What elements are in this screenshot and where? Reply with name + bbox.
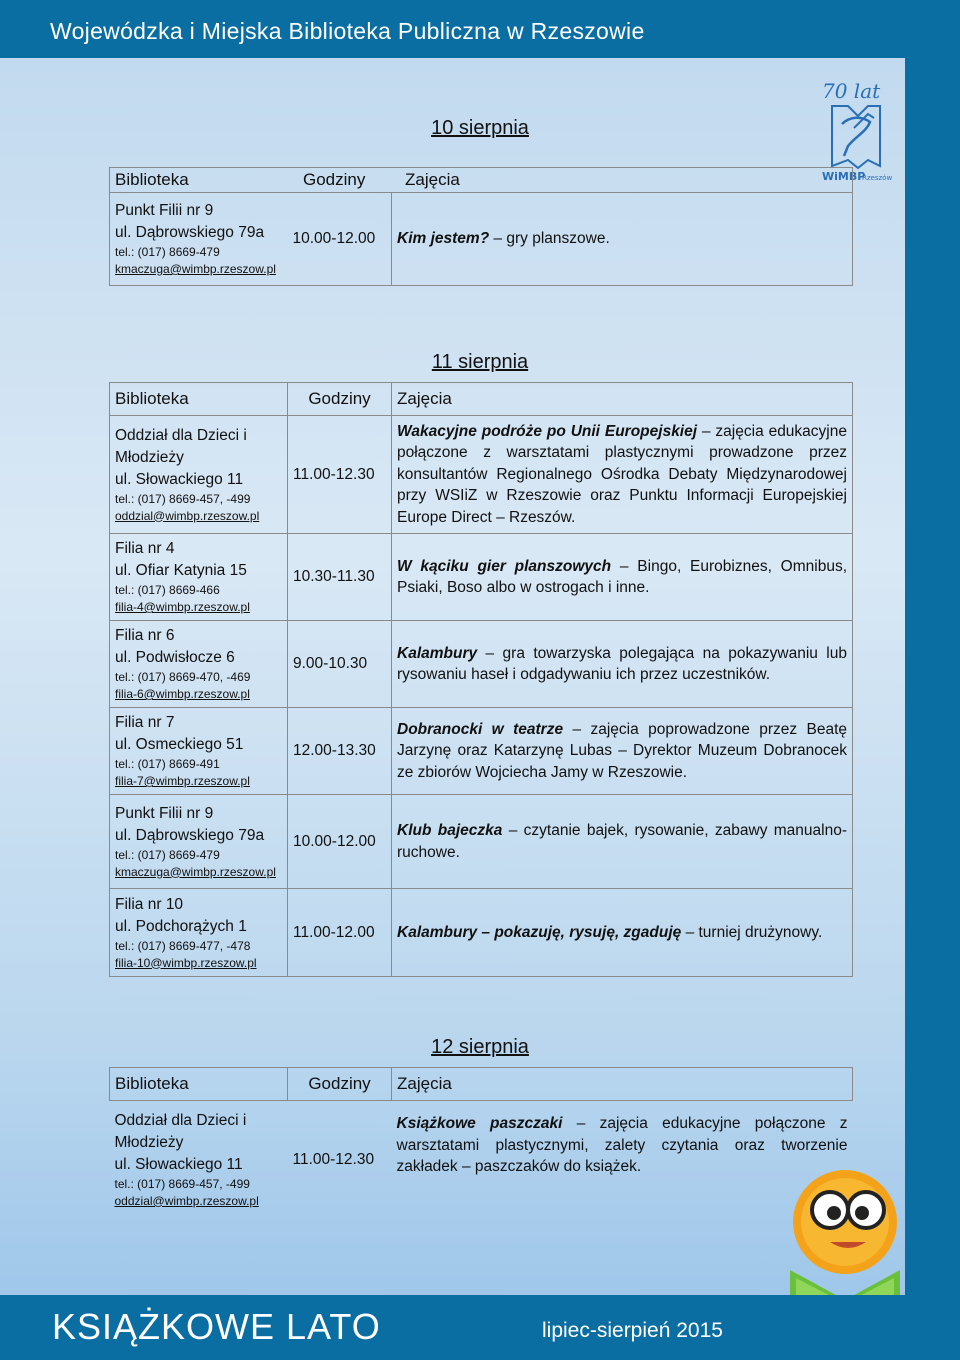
library-name: Punkt Filii nr 9 <box>115 202 214 219</box>
activity-title: Klub bajeczka <box>397 822 503 839</box>
column-library: Biblioteka <box>110 383 288 416</box>
library-email[interactable]: oddzial@wimbp.rzeszow.pl <box>115 508 260 523</box>
activity-description: – zajęcia poprowadzone przez Beatę Jarzynę oraz Katarzynę Lubas – Dyrektor Muzeum Dobranocek ze zbiorów Wojciecha Jamy w Rzeszowie. <box>397 720 847 781</box>
table-header-row <box>110 383 853 416</box>
activity-cell <box>392 708 853 795</box>
column-library: Biblioteka <box>110 1068 288 1101</box>
date-heading-12: 12 sierpnia <box>431 1036 529 1058</box>
activity-title: Kim jestem? <box>397 230 490 248</box>
library-address: ul. Podchorążych 1 <box>115 917 247 935</box>
schedule-table-10 <box>109 167 853 286</box>
activity-title: Wakacyjne podróże po Unii Europejskiej <box>397 422 698 440</box>
library-name: Oddział dla Dzieci i Młodzieży <box>114 1111 247 1151</box>
library-name: Filia nr 10 <box>115 895 184 913</box>
date-heading-10: 10 sierpnia <box>431 117 529 139</box>
logo-70-lat: 70 lat <box>822 79 881 103</box>
library-name: Filia nr 4 <box>115 540 175 557</box>
column-activities: Zajęcia <box>405 170 460 189</box>
activity-title: W kąciku gier planszowych <box>397 557 612 575</box>
logo-city: Rzeszów <box>862 174 893 182</box>
library-email[interactable]: filia-4@wimbp.rzeszow.pl <box>115 600 250 614</box>
table-row <box>110 1101 853 1219</box>
library-email[interactable]: oddzial@wimbp.rzeszow.pl <box>114 1193 259 1208</box>
library-address: ul. Ofiar Katynia 15 <box>115 562 247 579</box>
hours-cell: 12.00-13.30 <box>288 708 392 795</box>
library-email[interactable]: filia-7@wimbp.rzeszow.pl <box>115 774 250 788</box>
table-row <box>110 193 853 286</box>
table-row <box>110 889 853 977</box>
library-name: Filia nr 6 <box>115 627 175 644</box>
table-row <box>110 621 853 708</box>
hours-cell: 11.00-12.30 <box>292 1150 375 1168</box>
column-library: Biblioteka <box>115 170 189 189</box>
footer-date-range: lipiec-sierpień 2015 <box>542 1319 723 1342</box>
library-phone: tel.: (017) 8669-491 <box>115 757 220 771</box>
library-phone: tel.: (017) 8669-479 <box>115 847 220 862</box>
activity-cell <box>392 795 853 889</box>
activity-description: – Bingo, Eurobiznes, Omnibus, Psiaki, Boso albo w ostrogach i inne. <box>397 557 847 596</box>
activity-description: – gry planszowe. <box>489 230 610 248</box>
table-header-row <box>110 168 853 193</box>
activity-cell <box>392 416 853 534</box>
library-phone: tel.: (017) 8669-479 <box>115 245 220 259</box>
library-phone: tel.: (017) 8669-470, -469 <box>115 670 251 684</box>
logo-brand: WiMBP <box>822 170 866 183</box>
table-row <box>110 416 853 534</box>
library-title: Wojewódzka i Miejska Biblioteka Publiczna w Rzeszowie <box>50 18 645 44</box>
hours-cell: 9.00-10.30 <box>288 621 392 708</box>
library-name: Punkt Filii nr 9 <box>115 804 214 822</box>
library-email[interactable]: filia-10@wimbp.rzeszow.pl <box>115 955 257 970</box>
activity-description: – gra towarzyska polegająca na pokazywaniu lub rysowaniu haseł i odgadywaniu ich przez uczestników. <box>397 644 847 683</box>
column-hours: Godziny <box>288 383 392 416</box>
activity-cell <box>392 889 853 977</box>
activity-description: – zajęcia edukacyjne połączone z warsztatami plastycznymi, zalety czytania oraz tworzenie zakładek – paszczaków do książek. <box>396 1115 848 1175</box>
library-address: ul. Słowackiego 11 <box>115 470 244 488</box>
hours-cell: 10.00-12.00 <box>288 193 392 286</box>
library-address: ul. Osmeckiego 51 <box>115 736 244 753</box>
activity-description: – turniej drużynowy. <box>681 923 823 941</box>
schedule-table-11 <box>109 382 853 977</box>
activity-title: Dobranocki w teatrze <box>397 720 564 738</box>
activity-title: Kalambury <box>397 644 478 662</box>
column-activities: Zajęcia <box>392 383 853 416</box>
table-header-row <box>110 1068 853 1101</box>
activity-title: Książkowe paszczaki <box>396 1115 563 1132</box>
library-address: ul. Podwisłocze 6 <box>115 649 235 666</box>
column-hours: Godziny <box>303 170 366 189</box>
table-row <box>110 708 853 795</box>
library-phone: tel.: (017) 8669-457, -499 <box>114 1176 250 1191</box>
activity-cell <box>392 621 853 708</box>
table-row <box>110 795 853 889</box>
library-phone: tel.: (017) 8669-457, -499 <box>115 491 251 506</box>
activity-title: Kalambury – pokazuję, rysuję, zgaduję <box>397 923 682 941</box>
table-row <box>110 534 853 621</box>
hours-cell: 11.00-12.00 <box>288 889 392 977</box>
activity-description: – czytanie bajek, rysowanie, zabawy manualno-ruchowe. <box>397 822 848 861</box>
library-address: ul. Dąbrowskiego 79a <box>115 224 265 241</box>
column-activities: Zajęcia <box>392 1068 853 1101</box>
library-email[interactable]: kmaczuga@wimbp.rzeszow.pl <box>115 864 276 879</box>
schedule-table-12 <box>109 1067 853 1219</box>
footer-campaign-title: KSIĄŻKOWE LATO <box>52 1306 381 1347</box>
library-email[interactable]: filia-6@wimbp.rzeszow.pl <box>115 687 250 701</box>
library-name: Filia nr 7 <box>115 714 175 731</box>
library-address: ul. Słowackiego 11 <box>114 1155 243 1173</box>
library-phone: tel.: (017) 8669-466 <box>115 583 220 597</box>
date-heading-11: 11 sierpnia <box>431 351 529 373</box>
hours-cell: 11.00-12.30 <box>288 416 392 534</box>
hours-cell: 10.30-11.30 <box>288 534 392 621</box>
hours-cell: 10.00-12.00 <box>288 795 392 889</box>
library-email[interactable]: kmaczuga@wimbp.rzeszow.pl <box>115 262 276 276</box>
activity-cell <box>392 193 853 286</box>
library-address: ul. Dąbrowskiego 79a <box>115 826 265 844</box>
column-hours: Godziny <box>288 1068 392 1101</box>
activity-description: – zajęcia edukacyjne połączone z warsztatami plastycznymi prowadzone przez konsultantów Regionalnego Ośrodka Debaty Międzynarodowej przy WSIiZ w Rzeszowie oraz Punktu Informacji Europejskiej Europe Direct – Rzeszów. <box>397 422 847 526</box>
library-name: Oddział dla Dzieci i Młodzieży <box>115 426 247 466</box>
activity-cell <box>392 534 853 621</box>
library-phone: tel.: (017) 8669-477, -478 <box>115 938 251 953</box>
